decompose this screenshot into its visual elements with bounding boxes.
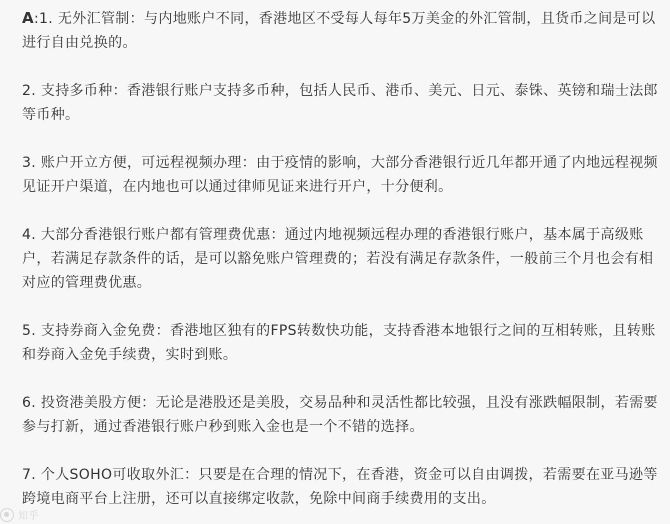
answer-marker: A [22,9,34,27]
answer-paragraph-3: 3. 账户开立方便，可远程视频办理：由于疫情的影响，大部分香港银行近几年都开通了内地远程视频见证开户渠道，在内地也可以通过律师见证来进行开户，十分便利。 [22,155,658,195]
answer-paragraph-6: 6. 投资港美股方便：无论是港股还是美股，交易品种和灵活性都比较强，且没有涨跌幅限制，若需要参与打新，通过香港银行账户秒到账入金也是一个不错的选择。 [22,395,658,435]
answer-paragraph-7: 7. 个人SOHO可收取外汇：只要是在合理的情况下，在香港，资金可以自由调拨，若需要在亚马逊等跨境电商平台上注册，还可以直接绑定收款，免除中间商手续费用的支出。 [22,467,658,507]
answer-paragraph-5: 5. 支持券商入金免费：香港地区独有的FPS转数快功能，支持香港本地银行之间的互相转账，且转账和券商入金免手续费，实时到账。 [22,323,656,363]
watermark-text: 知乎 [18,511,39,522]
answer-paragraph-4: 4. 大部分香港银行账户都有管理费优惠：通过内地视频远程办理的香港银行账户，基本属于高级账户，若满足存款条件的话，是可以豁免账户管理费的；若没有满足存款条件，一般前三个月也会有相对应的管理费优惠。 [22,227,654,291]
answer-paragraph-1 [22,6,662,55]
answer-paragraph-2: 2. 支持多币种：香港银行账户支持多币种，包括人民币、港币、美元、日元、泰铢、英镑和瑞士法郎等币种。 [22,83,658,123]
paragraph-text: :1. 无外汇管制：与内地账户不同，香港地区不受每人每年5万美金的外汇管制，且货币之间是可以进行自由兑换的。 [22,11,656,51]
